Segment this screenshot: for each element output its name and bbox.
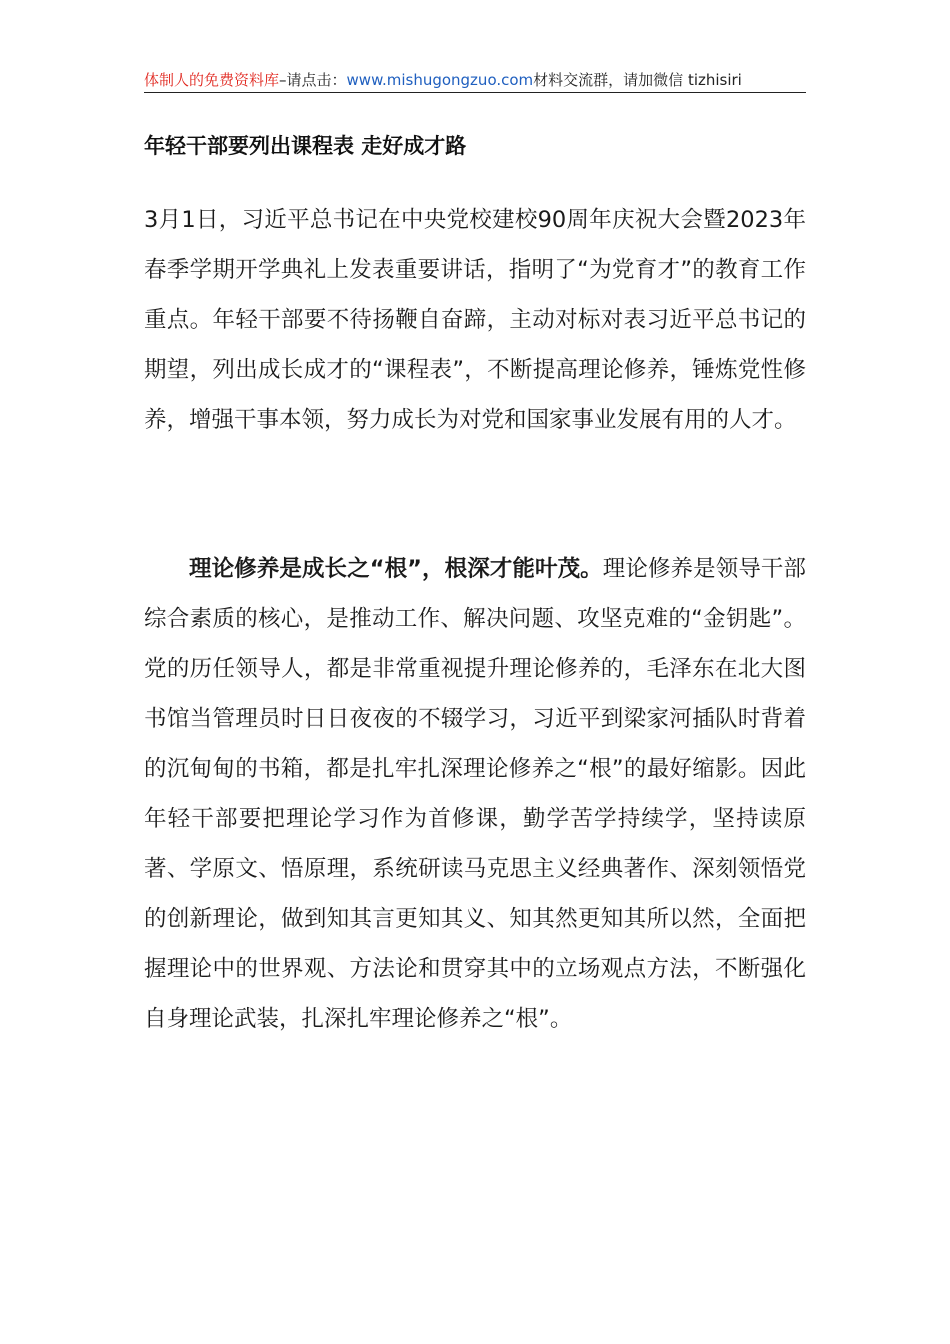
page-header: [144, 70, 806, 93]
section-body-text: 理论修养是领导干部综合素质的核心，是推动工作、解决问题、攻坚克难的“金钥匙”。党的历任领导人，都是非常重视提升理论修养的，毛泽东在北大图书馆当管理员时日日夜夜的不辍学习，习近平到梁家河插队时背着的沉甸甸的书箱，都是扎牢扎深理论修养之“根”的最好缩影。因此年轻干部要把理论学习作为首修课，勤学苦学持续学，坚持读原著、学原文、悟原理，系统研读马克思主义经典著作、深刻领悟党的创新理论，做到知其言更知其义、知其然更知其所以然，全面把握理论中的世界观、方法论和贯穿其中的立场观点方法，不断强化自身理论武装，扎深扎牢理论修养之“根”。: [144, 556, 806, 1032]
header-wechat-note: 材料交流群，请加微信 tizhisiri: [533, 71, 742, 89]
intro-paragraph: 3月1日，习近平总书记在中央党校建校90周年庆祝大会暨2023年春季学期开学典礼上发表重要讲话，指明了“为党育才”的教育工作重点。年轻干部要不待扬鞭自奋蹄，主动对标对表习近平总书记的期望，列出成长成才的“课程表”，不断提高理论修养，锤炼党性修养，增强干事本领，努力成长为对党和国家事业发展有用的人才。: [144, 207, 806, 433]
section-lead-sentence: 理论修养是成长之“根”，根深才能叶茂。: [189, 556, 603, 582]
section-paragraph: [144, 544, 806, 1044]
article-title: 年轻干部要列出课程表 走好成才路: [144, 134, 467, 158]
header-brand: 体制人的免费资料库: [144, 71, 280, 89]
header-click-prompt: –请点击：: [279, 71, 347, 89]
header-website-link[interactable]: www.mishugongzuo.com: [346, 71, 534, 89]
